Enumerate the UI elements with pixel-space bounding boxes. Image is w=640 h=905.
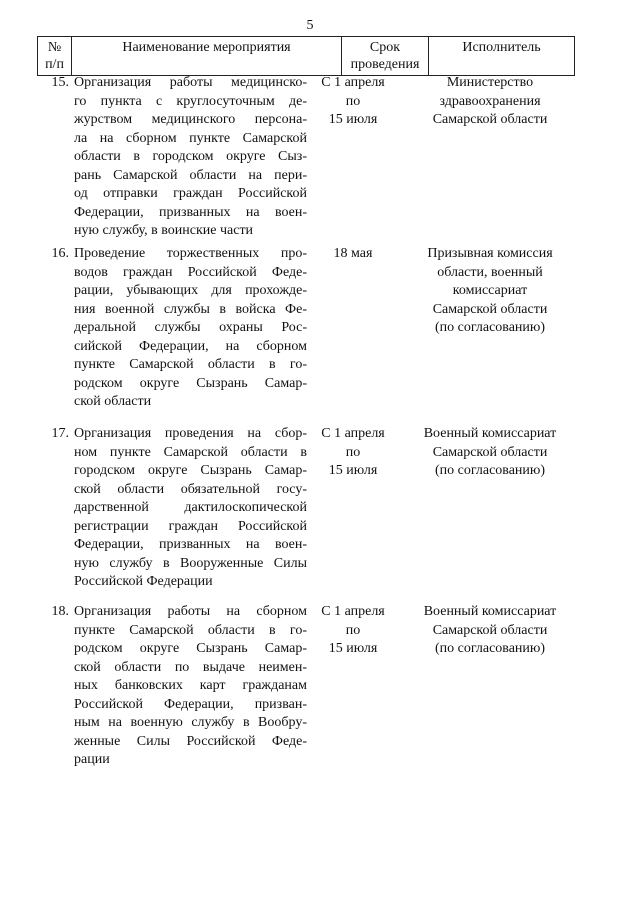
row-term: [307, 603, 399, 659]
event-name-line: Российской Федерации: [74, 574, 213, 589]
row-number: 16.: [51, 246, 69, 261]
event-name-line: сийской Федерации, на сборном: [74, 338, 307, 354]
executor-line: комиссариат: [452, 283, 528, 298]
term-line: по: [345, 444, 361, 460]
event-name-line: деральной службы охраны Рос-: [74, 320, 307, 335]
executor-line: Военный комиссариат: [423, 426, 557, 441]
executor-line: Министерство: [446, 75, 534, 90]
row-term: [307, 245, 399, 264]
header-name-label: Наименование мероприятия: [122, 40, 291, 55]
executor-line: (по согласованию): [434, 463, 546, 478]
term-line: по: [345, 622, 361, 638]
event-name-line: родском округе Сызрань Самар-: [74, 641, 307, 656]
executor-line: области, военный: [437, 264, 543, 280]
row-executor: [405, 425, 575, 481]
row-executor: [405, 603, 575, 659]
executor-line: Военный комиссариат: [423, 604, 557, 619]
term-line: 15 июля: [328, 463, 378, 478]
row-event-name: [74, 603, 307, 770]
event-name-line: ном пункте Самарской области в: [74, 444, 307, 460]
event-name-line: Организация работы на сборном: [74, 604, 307, 619]
row-event-name: [74, 425, 307, 592]
event-name-line: Российской Федерации, призван-: [74, 696, 307, 712]
event-name-line: родском округе Сызрань Самар-: [74, 375, 307, 391]
row-executor: [405, 74, 575, 130]
term-line: 15 июля: [328, 112, 378, 127]
event-name-line: ния военной службы в войска Фе-: [74, 301, 307, 317]
event-name-line: пункте Самарской области в го-: [74, 357, 307, 372]
executor-line: Призывная комиссия: [427, 246, 553, 261]
term-line: 18 мая: [333, 246, 373, 261]
header-executor-column: [429, 37, 574, 75]
event-name-line: ской области обязательной госу-: [74, 481, 307, 497]
event-name-line: регистрации граждан Российской: [74, 518, 307, 534]
row-number: 18.: [51, 604, 69, 619]
event-name-line: Организация проведения на сбор-: [74, 426, 307, 441]
term-line: 15 июля: [328, 641, 378, 656]
header-number-line1: №: [47, 40, 62, 55]
event-name-line: водов граждан Российской Феде-: [74, 264, 307, 280]
event-name-line: ла на сборном пункте Самарской: [74, 130, 307, 146]
row-number: 15.: [51, 75, 69, 90]
header-number-line2: п/п: [45, 57, 64, 72]
header-executor-label: Исполнитель: [462, 40, 541, 55]
event-name-line: дарственной дактилоскопической: [74, 500, 307, 515]
row-term: [307, 425, 399, 481]
header-term-line1: Срок: [369, 40, 401, 55]
event-name-line: рации: [74, 752, 110, 767]
executor-line: здравоохранения: [439, 93, 541, 109]
row-term: [307, 74, 399, 130]
executor-line: (по согласованию): [434, 641, 546, 656]
event-name-line: ской области: [74, 394, 152, 409]
event-name-line: области в городском округе Сыз-: [74, 149, 307, 164]
row-number: 17.: [51, 426, 69, 441]
event-name-line: пункте Самарской области в го-: [74, 622, 307, 638]
event-name-line: городском округе Сызрань Самар-: [74, 463, 307, 478]
event-name-line: женные Силы Российской Феде-: [74, 733, 307, 749]
event-name-line: Федерации, призванных на воен-: [74, 537, 307, 552]
executor-line: Самарской области: [432, 301, 548, 317]
executor-line: Самарской области: [432, 112, 548, 127]
event-name-line: Проведение торжественных про-: [74, 246, 307, 261]
term-line: С 1 апреля: [321, 426, 385, 441]
table-header: [37, 36, 575, 76]
page-number: 5: [306, 18, 314, 33]
event-name-line: ской области по выдаче неимен-: [74, 659, 307, 675]
event-name-line: Федерации, призванных на воен-: [74, 204, 307, 220]
executor-line: (по согласованию): [434, 320, 546, 335]
term-line: С 1 апреля: [321, 75, 385, 90]
row-event-name: [74, 74, 307, 241]
header-name-column: [72, 37, 342, 75]
row-executor: [405, 245, 575, 338]
header-number-column: [38, 37, 72, 75]
row-event-name: [74, 245, 307, 412]
header-term-line2: проведения: [350, 57, 420, 72]
event-name-line: Организация работы медицинско-: [74, 75, 307, 90]
event-name-line: ным на военную службу в Вообру-: [74, 715, 307, 730]
event-name-line: ную службу в Вооруженные Силы: [74, 555, 307, 571]
event-name-line: рань Самарской области на пери-: [74, 167, 307, 183]
term-line: С 1 апреля: [321, 604, 385, 619]
executor-line: Самарской области: [432, 622, 548, 638]
event-name-line: рации, убывающих для прохожде-: [74, 283, 307, 298]
event-name-line: од отправки граждан Российской: [74, 186, 307, 201]
header-term-column: [342, 37, 429, 75]
term-line: по: [345, 93, 361, 109]
event-name-line: журством медицинского персона-: [74, 112, 307, 127]
executor-line: Самарской области: [432, 444, 548, 460]
event-name-line: ных банковских карт гражданам: [74, 678, 307, 693]
event-name-line: го пункта с круглосуточным де-: [74, 93, 307, 109]
event-name-line: ную службу, в воинские части: [74, 223, 254, 238]
